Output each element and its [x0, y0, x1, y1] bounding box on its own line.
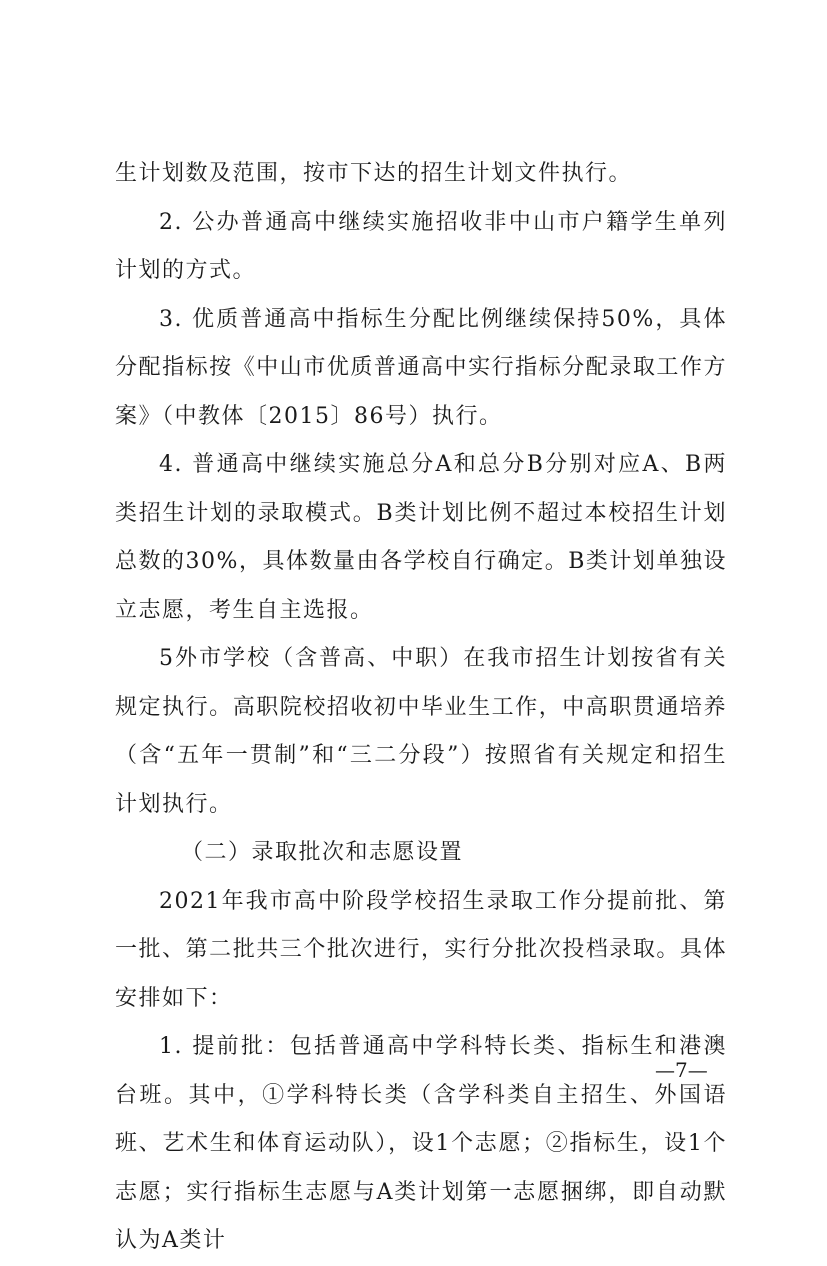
body-text: [115, 150, 727, 1266]
paragraph-continuation: 生计划数及范围，按市下达的招生计划文件执行。: [115, 161, 633, 186]
paragraph-item-4: 4. 普通高中继续实施总分A和总分B分别对应A、B两类招生计划的录取模式。B类计划比例不超过本校招生计划总数的30%，具体数量由各学校自行确定。B类计划单独设立志愿，考生自主选报。: [115, 452, 727, 623]
paragraph-item-3: 3. 优质普通高中指标生分配比例继续保持50%，具体分配指标按《中山市优质普通高中实行指标分配录取工作方案》（中教体〔2015〕86号）执行。: [115, 306, 727, 429]
paragraph-item-2: 2. 公办普通高中继续实施招收非中山市户籍学生单列计划的方式。: [115, 209, 727, 283]
section-heading: （二）录取批次和志愿设置: [181, 840, 464, 865]
paragraph-early-batch: 1. 提前批：包括普通高中学科特长类、指标生和港澳台班。其中，①学科特长类（含学科类自主招生、外国语班、艺术生和体育运动队），设1个志愿；②指标生，设1个志愿；实行指标生志愿与A类计划第一志愿捆绑，即自动默认为A类计: [115, 1034, 727, 1253]
paragraph-overview: 2021年我市高中阶段学校招生录取工作分提前批、第一批、第二批共三个批次进行，实行分批次投档录取。具体安排如下：: [115, 888, 727, 1011]
paragraph-item-5: 5外市学校（含普高、中职）在我市招生计划按省有关规定执行。高职院校招收初中毕业生工作，中高职贯通培养（含“五年一贯制”和“三二分段”）按照省有关规定和招生计划执行。: [115, 646, 727, 817]
page-number: —7—: [655, 1058, 708, 1082]
